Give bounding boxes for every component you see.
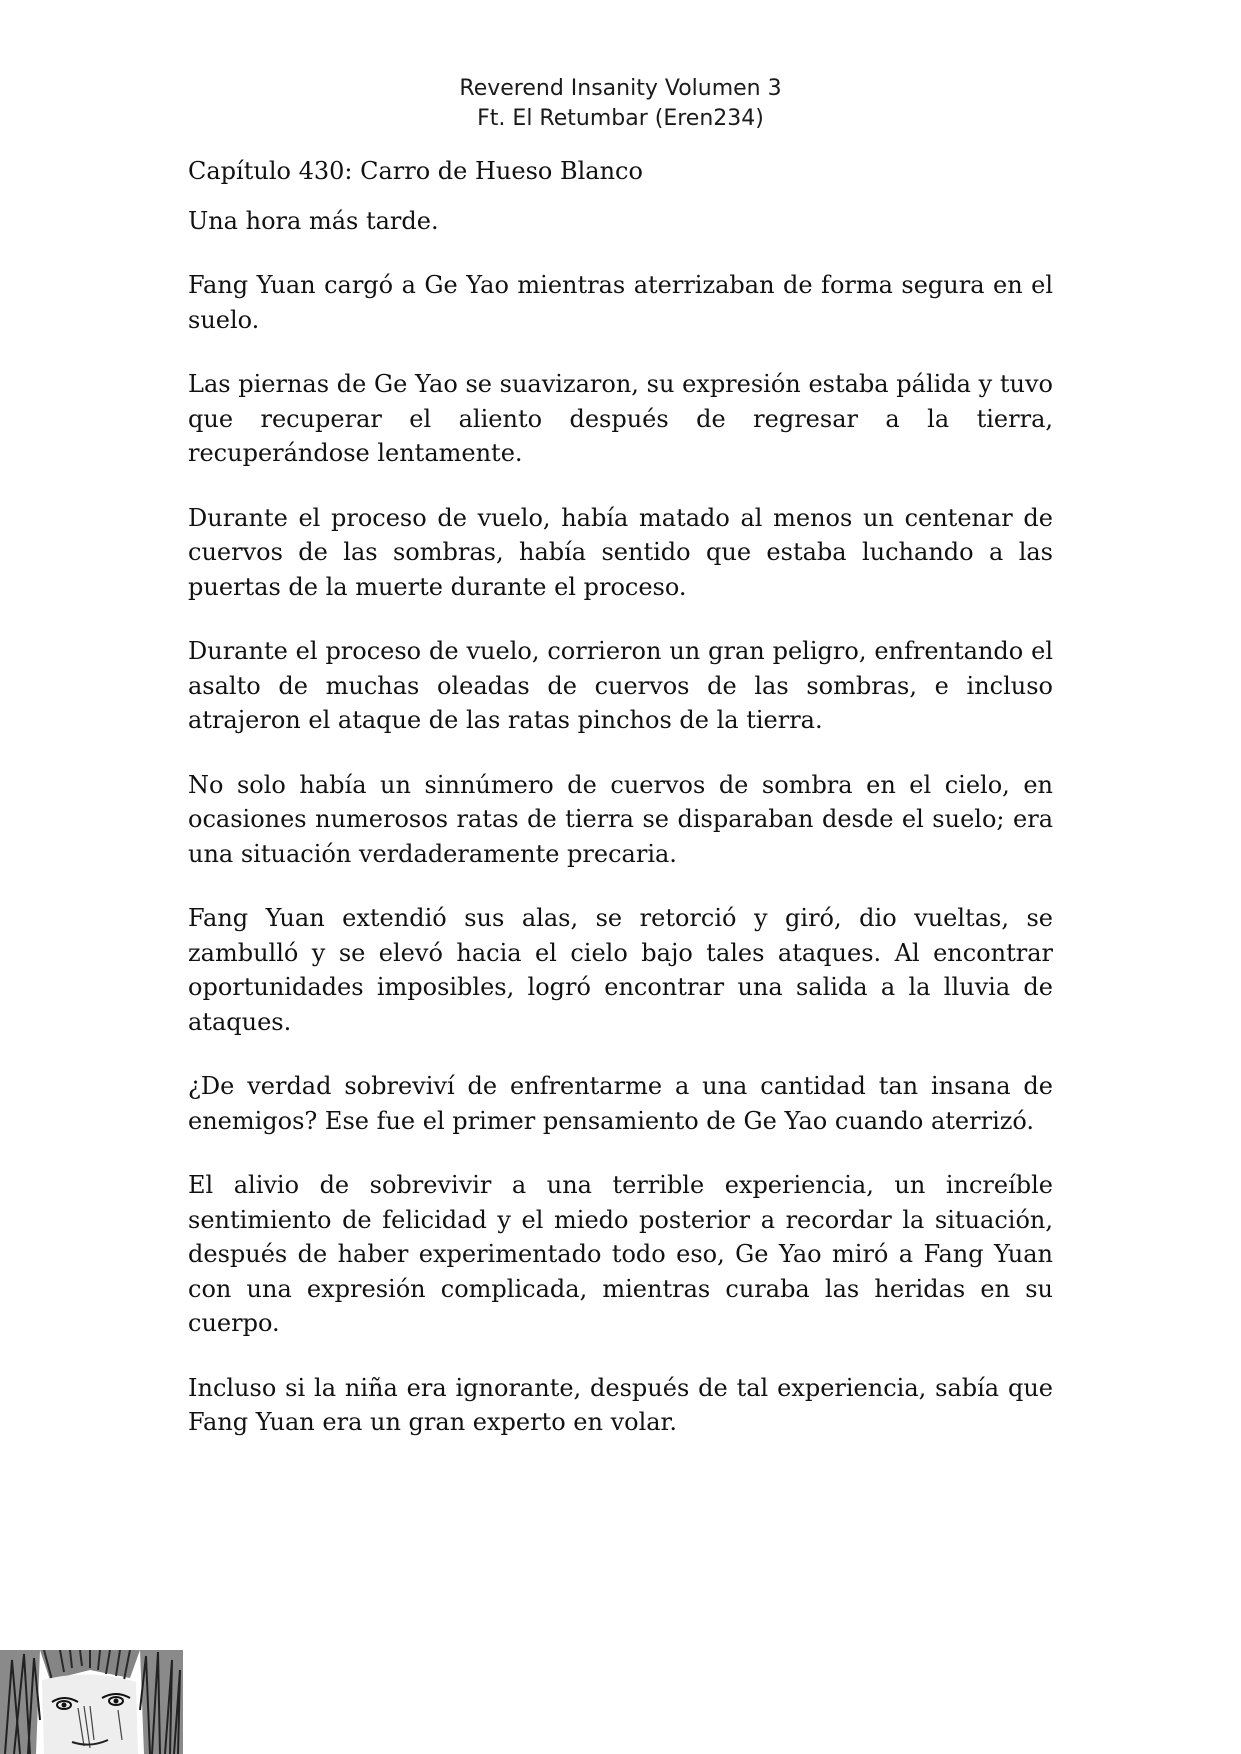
- paragraph: Las piernas de Ge Yao se suavizaron, su expresión estaba pálida y tuvo que recuperar el aliento después de regresar a la tierra, recuperándose lentamente.: [188, 370, 1053, 467]
- paragraph: Durante el proceso de vuelo, había matado al menos un centenar de cuervos de las sombras, había sentido que estaba luchando a las puertas de la muerte durante el proceso.: [188, 503, 1053, 601]
- paragraph: Una hora más tarde.: [188, 206, 439, 235]
- paragraph: No solo había un sinnúmero de cuervos de sombra en el cielo, en ocasiones numerosos ratas de tierra se disparaban desde el suelo; era una situación verdaderamente precaria.: [188, 770, 1053, 868]
- corner-portrait-image: [0, 1650, 183, 1754]
- page-header: [0, 74, 1241, 134]
- chapter-title: Capítulo 430: Carro de Hueso Blanco: [188, 157, 643, 185]
- manga-portrait-icon: [0, 1650, 183, 1754]
- chapter-content: [188, 154, 1053, 1470]
- paragraph: Incluso si la niña era ignorante, después de tal experiencia, sabía que Fang Yuan era un gran experto en volar.: [188, 1373, 1053, 1436]
- paragraph: Fang Yuan extendió sus alas, se retorció y giró, dio vueltas, se zambulló y se elevó hacia el cielo bajo tales ataques. Al encontrar oportunidades imposibles, logró encontrar una salida a la lluvia de ataques.: [188, 904, 1053, 1036]
- header-line-title: Reverend Insanity Volumen 3: [459, 76, 782, 101]
- paragraph: Fang Yuan cargó a Ge Yao mientras aterrizaban de forma segura en el suelo.: [188, 271, 1053, 334]
- paragraph: El alivio de sobrevivir a una terrible experiencia, un increíble sentimiento de felicidad y el miedo posterior a recordar la situación, después de haber experimentado todo eso, Ge Yao miró a Fang Yuan con una expresión complicada, mientras curaba las heridas en su cuerpo.: [188, 1171, 1053, 1337]
- paragraph: Durante el proceso de vuelo, corrieron un gran peligro, enfrentando el asalto de muchas oleadas de cuervos de las sombras, e incluso atrajeron el ataque de las ratas pinchos de la tierra.: [188, 637, 1053, 734]
- header-line-credit: Ft. El Retumbar (Eren234): [477, 106, 764, 131]
- paragraph: ¿De verdad sobreviví de enfrentarme a una cantidad tan insana de enemigos? Ese fue el primer pensamiento de Ge Yao cuando aterrizó.: [188, 1072, 1053, 1135]
